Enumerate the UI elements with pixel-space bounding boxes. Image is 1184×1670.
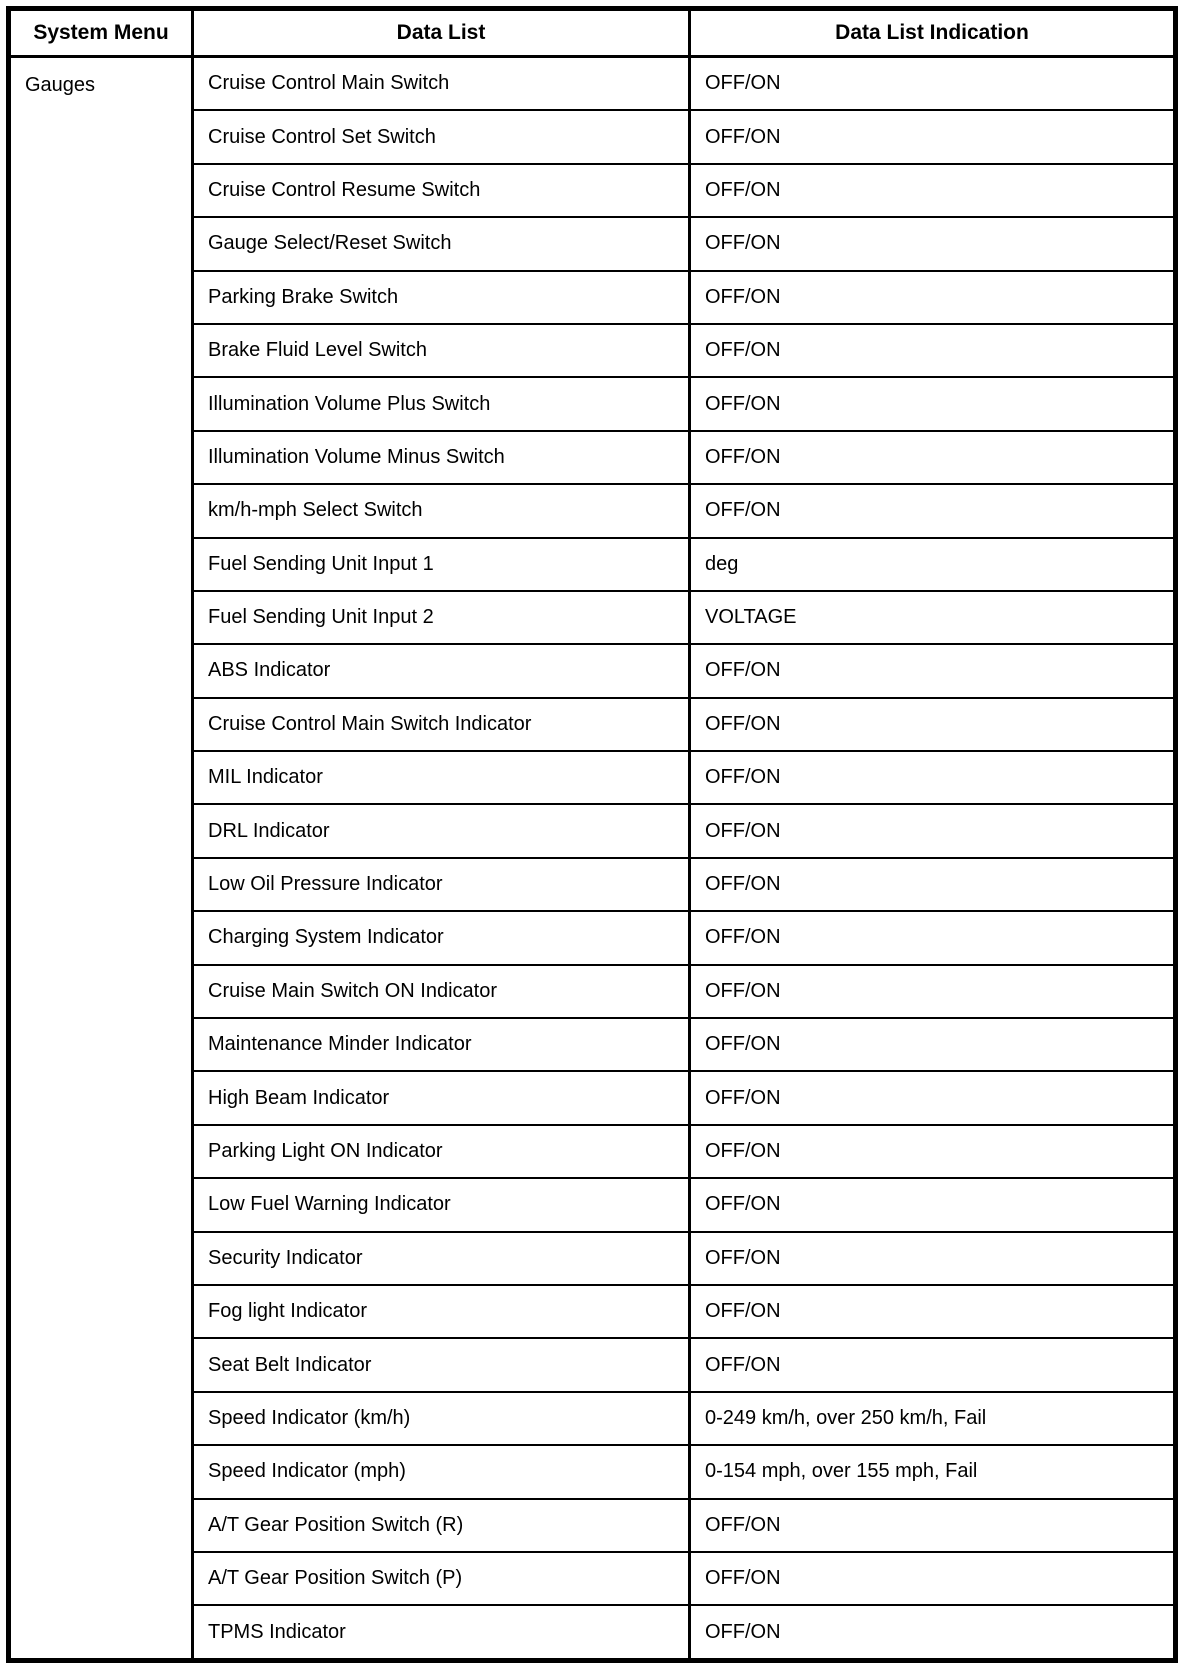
data-list-cell: Illumination Volume Plus Switch (193, 377, 690, 430)
data-list-cell: Speed Indicator (mph) (193, 1445, 690, 1498)
data-list-cell: MIL Indicator (193, 751, 690, 804)
data-list-cell: km/h-mph Select Switch (193, 484, 690, 537)
system-menu-cell: Gauges (9, 57, 193, 1661)
data-list-cell: A/T Gear Position Switch (P) (193, 1552, 690, 1605)
data-list-cell: Maintenance Minder Indicator (193, 1018, 690, 1071)
data-list-indication-cell: OFF/ON (690, 1071, 1176, 1124)
data-list-cell: Fog light Indicator (193, 1285, 690, 1338)
data-list-cell: Parking Light ON Indicator (193, 1125, 690, 1178)
table-body (9, 57, 1176, 1661)
data-list-cell: Fuel Sending Unit Input 1 (193, 538, 690, 591)
data-list-cell: High Beam Indicator (193, 1071, 690, 1124)
data-list-indication-cell: OFF/ON (690, 1285, 1176, 1338)
data-list-indication-cell: OFF/ON (690, 1018, 1176, 1071)
data-list-table (6, 6, 1178, 1663)
data-list-cell: A/T Gear Position Switch (R) (193, 1499, 690, 1552)
header-system-menu: System Menu (9, 9, 193, 57)
table-row (9, 57, 1176, 111)
data-list-cell: Cruise Control Main Switch (193, 57, 690, 111)
data-list-cell: TPMS Indicator (193, 1605, 690, 1660)
data-list-indication-cell: deg (690, 538, 1176, 591)
data-list-cell: Brake Fluid Level Switch (193, 324, 690, 377)
data-list-indication-cell: OFF/ON (690, 164, 1176, 217)
data-list-indication-cell: OFF/ON (690, 1499, 1176, 1552)
data-list-indication-cell: OFF/ON (690, 1552, 1176, 1605)
data-list-cell: Security Indicator (193, 1232, 690, 1285)
data-list-cell: Low Oil Pressure Indicator (193, 858, 690, 911)
data-list-indication-cell: OFF/ON (690, 1232, 1176, 1285)
data-list-cell: DRL Indicator (193, 804, 690, 857)
data-list-indication-cell: OFF/ON (690, 1178, 1176, 1231)
data-list-cell: Cruise Main Switch ON Indicator (193, 965, 690, 1018)
data-list-cell: Charging System Indicator (193, 911, 690, 964)
data-list-indication-cell: OFF/ON (690, 1338, 1176, 1391)
data-list-cell: Speed Indicator (km/h) (193, 1392, 690, 1445)
data-list-indication-cell: VOLTAGE (690, 591, 1176, 644)
header-data-list: Data List (193, 9, 690, 57)
data-list-indication-cell: 0-249 km/h, over 250 km/h, Fail (690, 1392, 1176, 1445)
data-list-cell: Cruise Control Resume Switch (193, 164, 690, 217)
data-list-cell: Cruise Control Main Switch Indicator (193, 698, 690, 751)
data-list-indication-cell: OFF/ON (690, 57, 1176, 111)
data-list-cell: Illumination Volume Minus Switch (193, 431, 690, 484)
data-list-indication-cell: OFF/ON (690, 271, 1176, 324)
table-header-row (9, 9, 1176, 57)
data-list-indication-cell: OFF/ON (690, 217, 1176, 270)
data-list-indication-cell: OFF/ON (690, 110, 1176, 163)
data-list-indication-cell: OFF/ON (690, 324, 1176, 377)
data-list-indication-cell: OFF/ON (690, 965, 1176, 1018)
data-list-cell: ABS Indicator (193, 644, 690, 697)
data-list-indication-cell: OFF/ON (690, 804, 1176, 857)
data-list-indication-cell: OFF/ON (690, 1125, 1176, 1178)
data-list-cell: Fuel Sending Unit Input 2 (193, 591, 690, 644)
data-list-indication-cell: OFF/ON (690, 911, 1176, 964)
data-list-indication-cell: OFF/ON (690, 751, 1176, 804)
data-list-indication-cell: OFF/ON (690, 644, 1176, 697)
data-list-indication-cell: OFF/ON (690, 698, 1176, 751)
data-list-indication-cell: OFF/ON (690, 377, 1176, 430)
data-list-indication-cell: OFF/ON (690, 431, 1176, 484)
data-list-indication-cell: OFF/ON (690, 1605, 1176, 1660)
data-list-indication-cell: 0-154 mph, over 155 mph, Fail (690, 1445, 1176, 1498)
data-list-cell: Gauge Select/Reset Switch (193, 217, 690, 270)
data-list-indication-cell: OFF/ON (690, 484, 1176, 537)
data-list-cell: Cruise Control Set Switch (193, 110, 690, 163)
data-list-cell: Parking Brake Switch (193, 271, 690, 324)
header-data-list-indication: Data List Indication (690, 9, 1176, 57)
data-list-cell: Seat Belt Indicator (193, 1338, 690, 1391)
data-list-indication-cell: OFF/ON (690, 858, 1176, 911)
data-list-cell: Low Fuel Warning Indicator (193, 1178, 690, 1231)
